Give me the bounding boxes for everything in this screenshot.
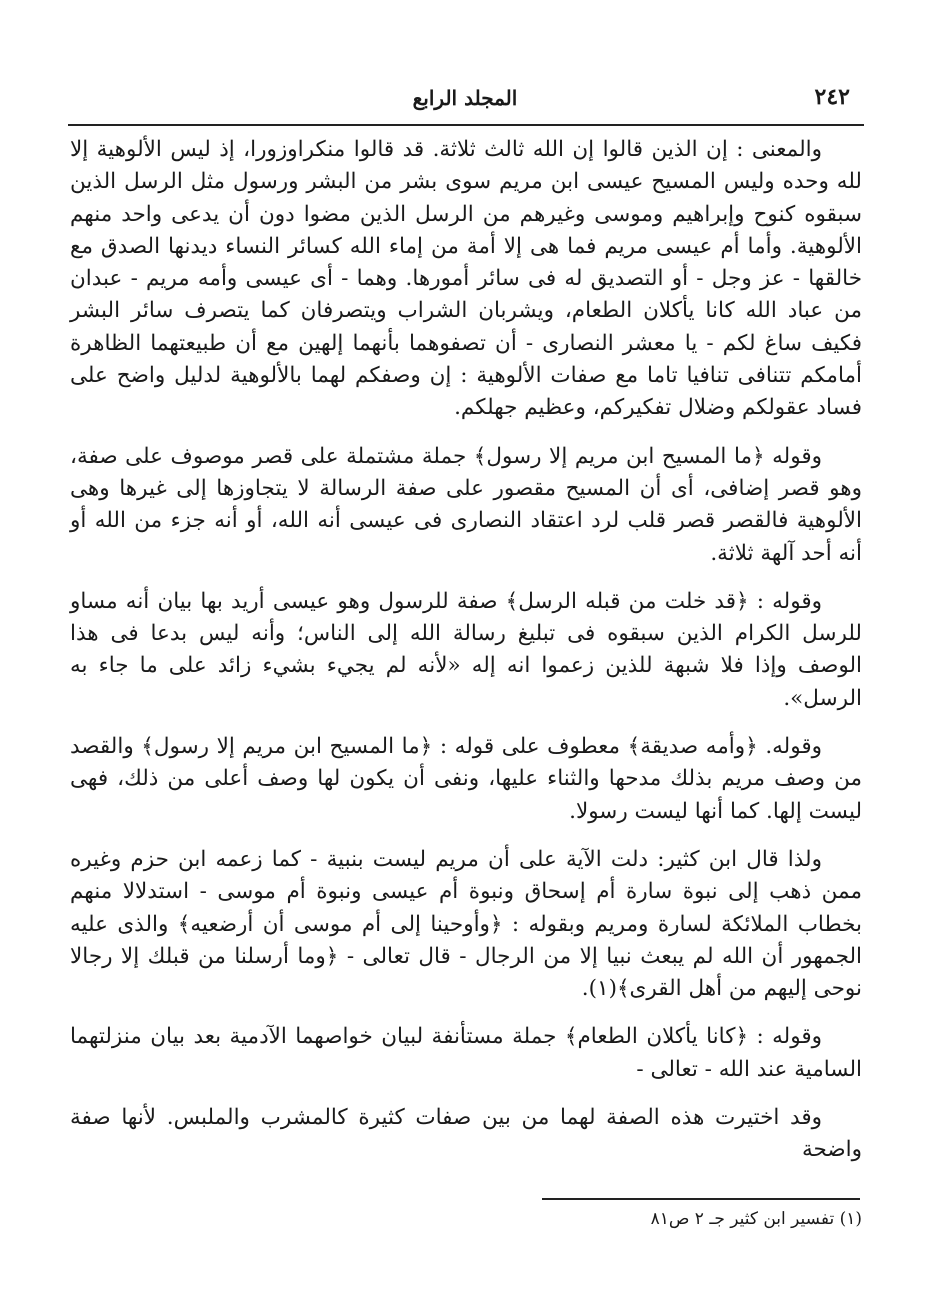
running-title: المجلد الرابع <box>412 86 518 110</box>
paragraph: وقوله ﴿ما المسيح ابن مريم إلا رسول﴾ جملة مشتملة على قصر موصوف على صفة، وهو قصر إضافى، أى أن المسيح مقصور على صفة الرسالة لا يتجاوزها إلى غيرها وهى الألوهية فالقصر قصر قلب لرد اعتقاد النصارى فى عيسى أنه الله، أو أنه جزء من الله أو أنه أحد آلهة ثلاثة. <box>70 443 862 566</box>
footnote: (١) تفسير ابن كثير جـ ٢ ص٨١ <box>650 1209 862 1229</box>
paragraph: وقوله : ﴿قد خلت من قبله الرسل﴾ صفة للرسول وهو عيسى أريد بها بيان أنه مساو للرسل الكرام الذين سبقوه فى تبليغ رسالة الله إلى الناس؛ وأنه ليس بدعا فى هذا الوصف وإذا فلا شبهة للذين زعموا انه إله «لأنه لم يجيء بشيء زائد على ما جاء به الرسل». <box>70 588 862 711</box>
paragraph: وقوله. ﴿وأمه صديقة﴾ معطوف على قوله : ﴿ما المسيح ابن مريم إلا رسول﴾ والقصد من وصف مريم بذلك مدحها والثناء عليها، ونفى أن يكون لها وصف أعلى من ذلك، فهى ليست إلها. كما أنها ليست رسولا. <box>70 734 862 824</box>
paragraph: وقد اختيرت هذه الصفة لهما من بين صفات كثيرة كالمشرب والملبس. لأنها صفة واضحة <box>70 1105 862 1163</box>
page-number: ٢٤٢ <box>814 84 850 110</box>
paragraph: وقوله : ﴿كانا يأكلان الطعام﴾ جملة مستأنفة لبيان خواصهما الآدمية بعد بيان منزلتهما السامية عند الله - تعالى - <box>70 1024 862 1082</box>
page-header <box>70 84 860 120</box>
paragraph: ولذا قال ابن كثير: دلت الآية على أن مريم ليست بنبية - كما زعمه ابن حزم وغيره ممن ذهب إلى نبوة سارة أم إسحاق ونبوة أم عيسى ونبوة أم موسى - استدلالا منهم بخطاب الملائكة لسارة ومريم وبقوله : ﴿وأوحينا إلى أم موسى أن أرضعيه﴾ والذى عليه الجمهور أن الله لم يبعث نبيا إلا من الرجال - قال تعالى - ﴿وما أرسلنا من قبلك إلا رجالا نوحى إليهم من أهل القرى﴾(١). <box>70 846 862 1002</box>
footnote-rule <box>542 1198 860 1200</box>
paragraph: والمعنى : إن الذين قالوا إن الله ثالث ثلاثة. قد قالوا منكراوزورا، إذ ليس الألوهية إلا لله وحده وليس المسيح عيسى ابن مريم سوى بشر من البشر ورسول مثل الرسل الذين سبقوه كنوح وإبراهيم وموسى وغيرهم من الرسل الذين مضوا دون أن يدعى واحد منهم الألوهية. وأما أم عيسى مريم فما هى إلا أمة من إماء الله كسائر النساء ديدنها الصدق مع خالقها - عز وجل - أو التصديق له فى سائر أمورها. وهما - أى عيسى وأمه مريم - عبدان من عباد الله كانا يأكلان الطعام، ويشربان الشراب ويتصرفان كما يتصرف سائر البشر فكيف ساغ لكم - يا معشر النصارى - أن تصفوهما بأنهما إلهين مع أن طبيعتهما الظاهرة أمامكم تتنافى تنافيا تاما مع صفات الألوهية : إن وصفكم لهما بالألوهية لدليل واضح على فساد عقولكم وضلال تفكيركم، وعظيم جهلكم. <box>70 137 862 421</box>
body-text <box>70 134 862 1183</box>
header-rule <box>68 124 864 126</box>
